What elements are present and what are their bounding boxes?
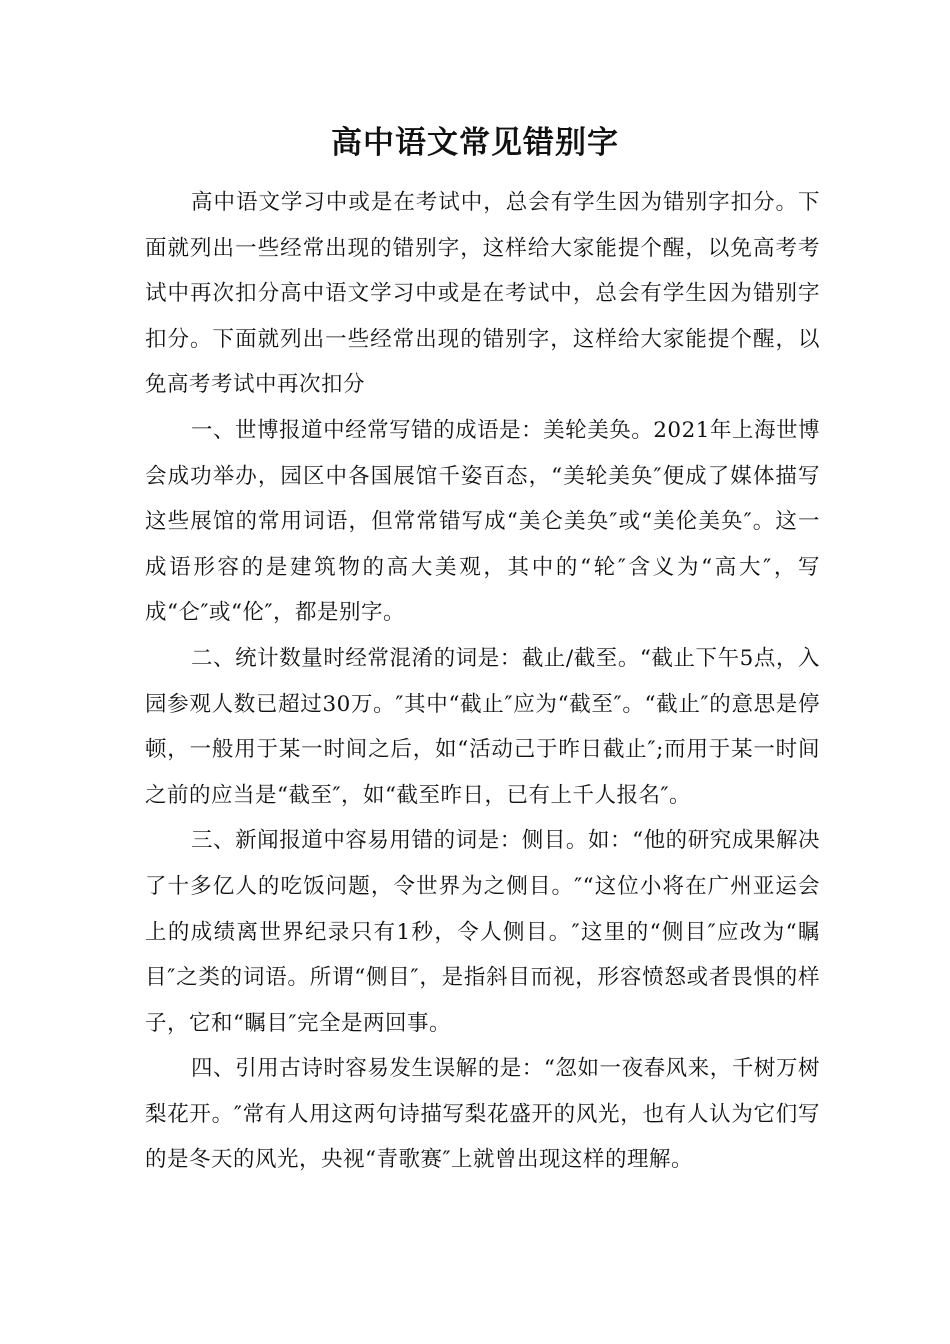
paragraph-intro: 高中语文学习中或是在考试中，总会有学生因为错别字扣分。下面就列出一些经常出现的错别字，这样给大家能提个醒，以免高考考试中再次扣分高中语文学习中或是在考试中，总会有学生因为错别字扣分。下面就列出一些经常出现的错别字，这样给大家能提个醒，以免高考考试中再次扣分 [145, 190, 820, 398]
document-body [145, 180, 820, 1183]
paragraph-section-2: 二、统计数量时经常混淆的词是：截止/截至。“截止下午5点，入园参观人数已超过30万。″其中“截止″应为“截至″。“截止″的意思是停顿，一般用于某一时间之后，如“活动己于昨日截止″;而用于某一时间之前的应当是“截至″，如“截至昨日，已有上千人报名″。 [145, 645, 820, 808]
paragraph-section-4: 四、引用古诗时容易发生误解的是：“忽如一夜春风来，千树万树梨花开。″常有人用这两句诗描写梨花盛开的风光，也有人认为它们写的是冬天的风光，央视“青歌赛″上就曾出现这样的理解。 [145, 1056, 820, 1173]
document-title: 高中语文常见错别字 [331, 125, 619, 161]
paragraph-section-3: 三、新闻报道中容易用错的词是：侧目。如：“他的研究成果解决了十多亿人的吃饭问题，令世界为之侧目。″“这位小将在广州亚运会上的成绩离世界纪录只有1秒，令人侧目。″这里的“侧目″应改为“瞩目″之类的词语。所谓“侧目″，是指斜目而视，形容愤怒或者畏惧的样子，它和“瞩目″完全是两回事。 [145, 828, 820, 1036]
paragraph-section-1: 一、世博报道中经常写错的成语是：美轮美奂。2021年上海世博会成功举办，园区中各国展馆千姿百态，“美轮美奂″便成了媒体描写这些展馆的常用词语，但常常错写成“美仑美奂″或“美伦美奂″。这一成语形容的是建筑物的高大美观，其中的“轮″含义为“高大″，写成“仑″或“伦″，都是别字。 [145, 417, 820, 626]
